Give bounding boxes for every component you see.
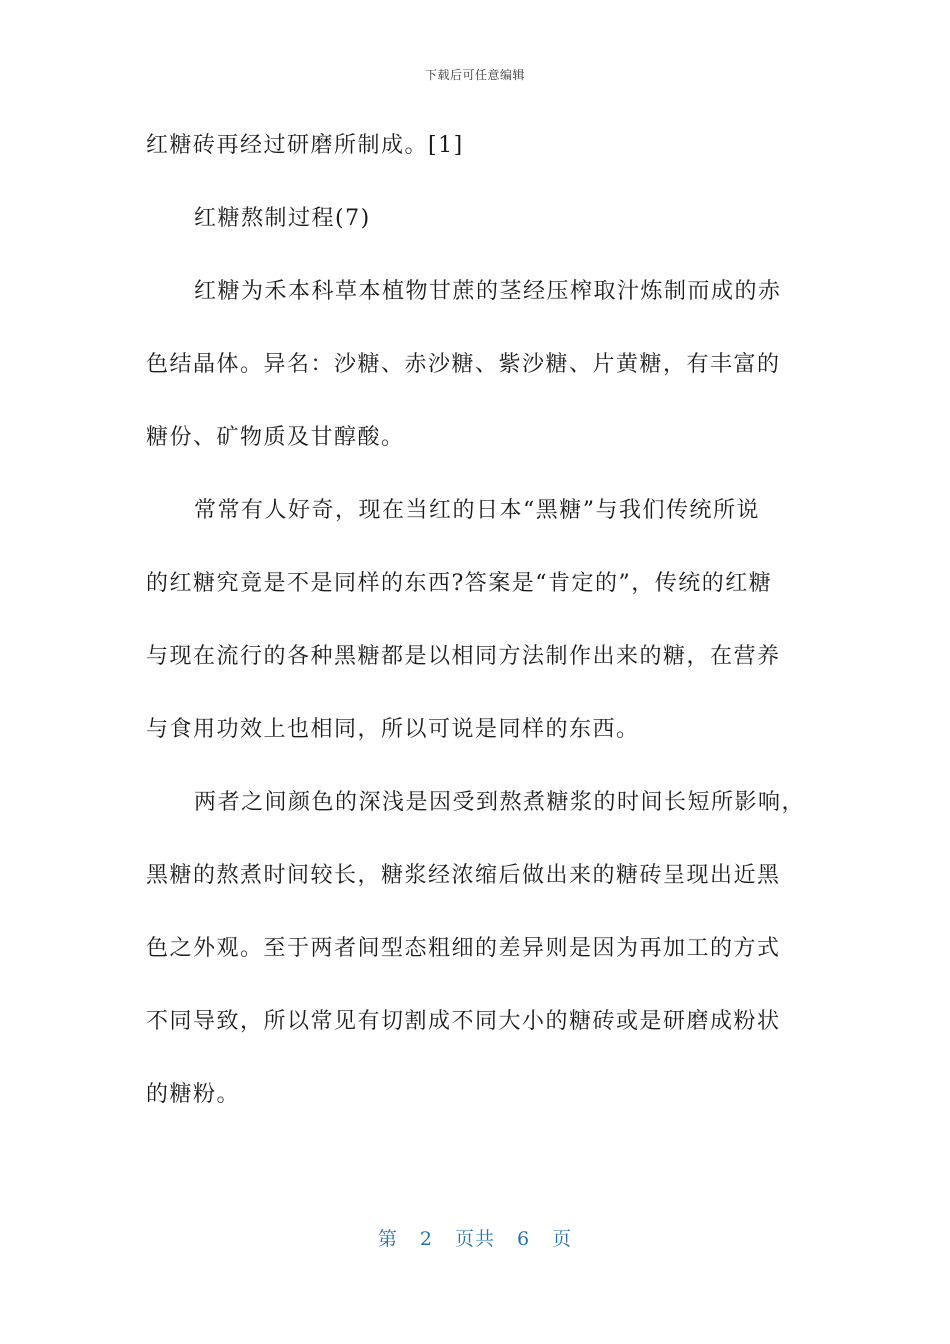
text-line: 黑糖的熬煮时间较长，糖浆经浓缩后做出来的糖砖呈现出近黑 — [146, 863, 781, 888]
page-number-footer — [0, 1224, 950, 1251]
text-line: 红糖砖再经过研磨所制成。[1] — [146, 133, 464, 158]
total-pages-number: 6 — [517, 1228, 531, 1250]
footer-prefix: 第 — [377, 1228, 398, 1250]
text-line: 与食用功效上也相同，所以可说是同样的东西。 — [146, 717, 640, 742]
footer-middle: 页共 — [454, 1228, 495, 1250]
text-line: 的红糖究竟是不是同样的东西?答案是“肯定的”，传统的红糖 — [146, 571, 773, 596]
section-heading: 红糖熬制过程(7) — [194, 206, 371, 231]
text-line: 的糖粉。 — [146, 1082, 241, 1107]
current-page-number: 2 — [419, 1228, 433, 1250]
text-line: 常常有人好奇，现在当红的日本“黑糖”与我们传统所说 — [194, 498, 760, 523]
text-line: 糖份、矿物质及甘醇酸。 — [146, 425, 405, 450]
header-note: 下载后可任意编辑 — [424, 68, 525, 82]
document-body — [146, 121, 811, 1119]
text-line: 色结晶体。异名：沙糖、赤沙糖、紫沙糖、片黄糖，有丰富的 — [146, 352, 781, 377]
text-line: 与现在流行的各种黑糖都是以相同方法制作出来的糖，在营养 — [146, 644, 781, 669]
text-line: 不同导致，所以常见有切割成不同大小的糖砖或是研磨成粉状 — [146, 1009, 781, 1034]
footer-suffix: 页 — [552, 1228, 573, 1250]
text-line: 两者之间颜色的深浅是因受到熬煮糖浆的时间长短所影响， — [194, 790, 806, 815]
text-line: 色之外观。至于两者间型态粗细的差异则是因为再加工的方式 — [146, 936, 781, 961]
text-line: 红糖为禾本科草本植物甘蔗的茎经压榨取汁炼制而成的赤 — [194, 279, 782, 304]
